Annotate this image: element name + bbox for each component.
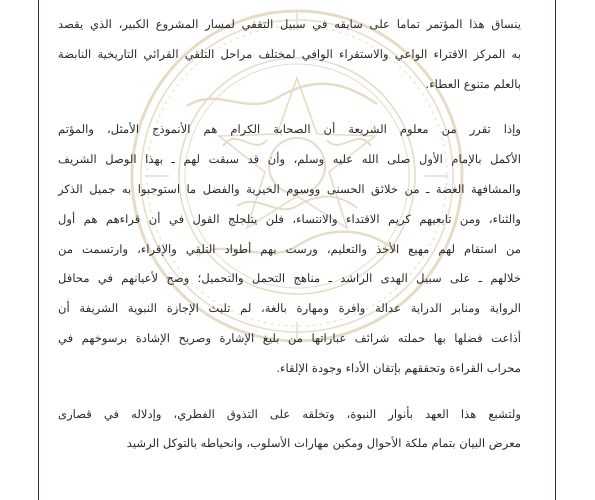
text-line: الأكمل بالإمام الأول صلى الله عليه وسلم، وأن قد سبقت لهم ـ بهذا الوصل الشريف (58, 152, 521, 167)
page-border-right (555, 0, 556, 500)
text-line: الرواية ومنابر الدراية عدالة وافرة ومهارة بالغة، لم تلبث الإجازة النبوية الشريفة أن (58, 301, 521, 316)
paragraph-gap (58, 99, 521, 115)
text-line: وإذا تقرر من معلوم الشريعة أن الصحابة الكرام هم الأنموذج الأمثل، والمؤتم (58, 122, 521, 137)
text-line: والثناء، ومن تابعيهم كريم الاقتداء والانتساء، فلن يتلجلج القول في أن قراءهم هم أول (58, 211, 521, 226)
text-line: به المركز الاقتراء الواعي والاستقراء الوافي لمختلف مراحل التلقي القرائي التاريخية النابضة (58, 46, 521, 61)
text-line: أذاعت فضلها بها حملته شرائف عباراتها من بليغ الإشارة وصريح الإشادة برسوخهم في (58, 330, 521, 345)
text-line: معرض البيان بتمام ملكة الأحوال ومكين مهارات الأسلوب، وانحياطه بالتوكل الرشيد (126, 436, 521, 451)
text-line: خلالهم ـ على سبيل الهدى الراشد ـ مناهج التحمل والتحميل؛ وصح لأعيانهم في محافل (58, 271, 521, 286)
document-body (58, 10, 521, 459)
text-line: من استقام لهم مهيع الأخذ والتعليم، ورست بهم أطواد التلقي والإقراء، وارتسمت من (58, 241, 521, 256)
text-line: بالعلم متنوع العطاء. (425, 76, 521, 91)
text-line: ينساق هذا المؤتمر تماما على سابقه في سبيل التقفي لمسار المشروع الكبير، الذي يقصد (58, 17, 521, 31)
text-line: محراب القراءة وتحققهم بإتقان الأداء وجودة الإلقاء. (276, 360, 521, 375)
text-line: والمشافهة الغضة ـ من خلائق الحسنى ووسوم الخيرية والفضل ما استوجبوا به جميل الذكر (58, 181, 521, 196)
text-line: ولتشبع هذا العهد بأنوار النبوة، وتخلقه على التذوق الفطري، وإدلاله في قصارى (58, 406, 522, 421)
page-border-left (38, 0, 39, 500)
paragraph-gap (58, 384, 521, 400)
